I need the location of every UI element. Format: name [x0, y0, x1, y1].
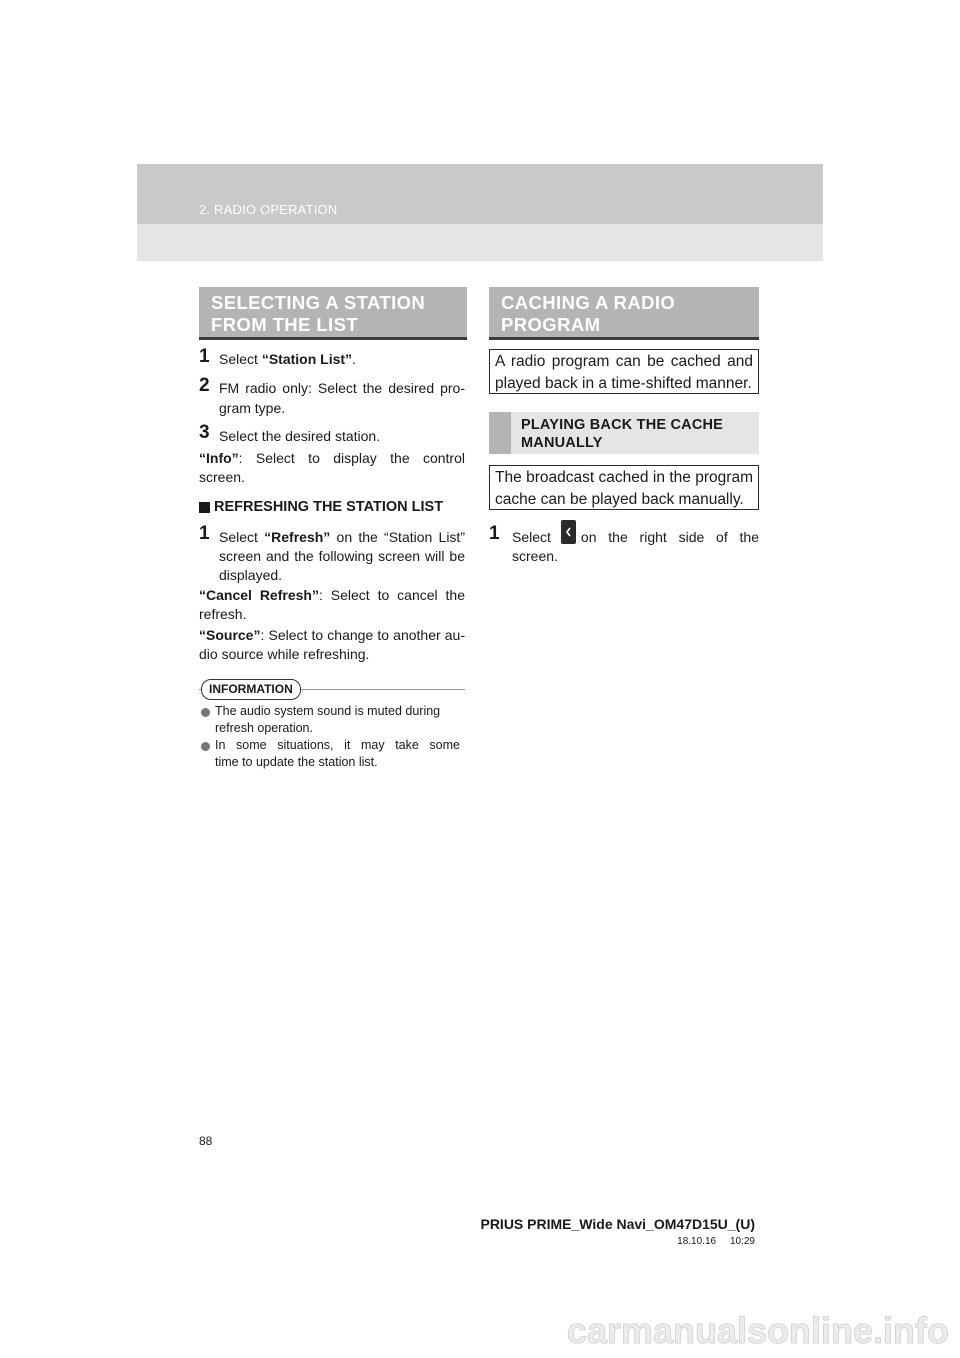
step-text: gram type. [219, 400, 286, 416]
step-text-pre: Select [219, 351, 262, 367]
section-title: 2. RADIO OPERATION [199, 202, 338, 217]
cancel-description-cont: refresh. [199, 606, 247, 622]
cancel-description [199, 586, 465, 605]
watermark-text: carmanualsonline.info [566, 1310, 949, 1351]
step-text [219, 528, 465, 547]
source-description-cont: dio source while refreshing. [199, 646, 370, 662]
source-term: “Source” [199, 627, 261, 643]
step-text: screen. [512, 548, 558, 564]
information-item-cont: refresh operation. [215, 721, 313, 735]
subsection-heading-text [521, 416, 751, 452]
step-text [219, 350, 356, 369]
left-heading-line2: FROM THE LIST [211, 314, 359, 335]
left-section-heading [199, 287, 467, 340]
step-text: displayed. [219, 567, 283, 583]
step-number: 3 [199, 422, 210, 443]
subsection-heading-line1: PLAYING BACK THE CACHE [521, 417, 724, 433]
step-text-bold: “Refresh” [264, 529, 331, 545]
intro-box-line2: played back in a time-shifted manner. [495, 375, 752, 392]
information-item: In some situations, it may take some [215, 738, 460, 752]
chevron-left-icon [561, 520, 576, 544]
subsection-heading-line2: MANUALLY [521, 435, 603, 451]
info-description [199, 449, 465, 468]
info-description-cont: screen. [199, 469, 245, 485]
step-text: screen and the following screen will be [219, 548, 465, 564]
document-date: 18.10.16 10:29 [677, 1236, 755, 1247]
information-item-cont: time to update the station list. [215, 755, 378, 769]
left-heading-line1: SELECTING A STATION [211, 292, 426, 313]
step-text-post: on the right side of the [580, 529, 759, 545]
cache-description-box [489, 465, 759, 510]
source-description [199, 626, 465, 645]
step-text-post: . [352, 351, 356, 367]
cache-box-line2: cache can be played back manually. [495, 491, 744, 508]
right-heading-line2: PROGRAM [501, 314, 601, 335]
page-number: 88 [199, 1134, 213, 1148]
step-text-pre: Select [512, 529, 551, 545]
info-term: “Info” [199, 450, 239, 466]
step-number: 1 [489, 523, 500, 544]
step-text [512, 528, 759, 547]
cache-box-line1: The broadcast cached in the program [495, 469, 753, 486]
right-section-heading [489, 287, 759, 340]
step-number: 2 [199, 375, 210, 396]
right-heading-line1: CACHING A RADIO [501, 292, 676, 313]
step-number: 1 [199, 346, 210, 367]
step-text-bold: “Station List” [261, 351, 353, 367]
intro-box [489, 349, 759, 394]
step-number: 1 [199, 523, 210, 544]
information-item: The audio system sound is muted during [215, 704, 441, 718]
information-label: INFORMATION [201, 679, 301, 700]
header-subband [137, 224, 823, 261]
step-text-post: on the “Station List” [330, 529, 465, 545]
step-text: Select the desired station. [219, 428, 381, 444]
info-rest: : Select to display the control [238, 450, 465, 466]
step-text: FM radio only: Select the desired pro- [219, 380, 465, 396]
cancel-term: “Cancel Refresh” [199, 587, 319, 603]
bullet-icon [201, 742, 210, 751]
document-id: PRIUS PRIME_Wide Navi_OM47D15U_(U) [480, 1216, 755, 1232]
step-text-pre: Select [219, 529, 265, 545]
source-rest: : Select to change to another au- [260, 627, 465, 643]
subheading: REFRESHING THE STATION LIST [214, 499, 444, 515]
cancel-rest: : Select to cancel the [318, 587, 465, 603]
intro-box-line1: A radio program can be cached and [495, 353, 753, 370]
watermark-logo [0, 1298, 960, 1358]
bullet-icon [201, 708, 210, 717]
square-bullet-icon [199, 502, 210, 513]
subsection-heading-bar [489, 412, 511, 454]
